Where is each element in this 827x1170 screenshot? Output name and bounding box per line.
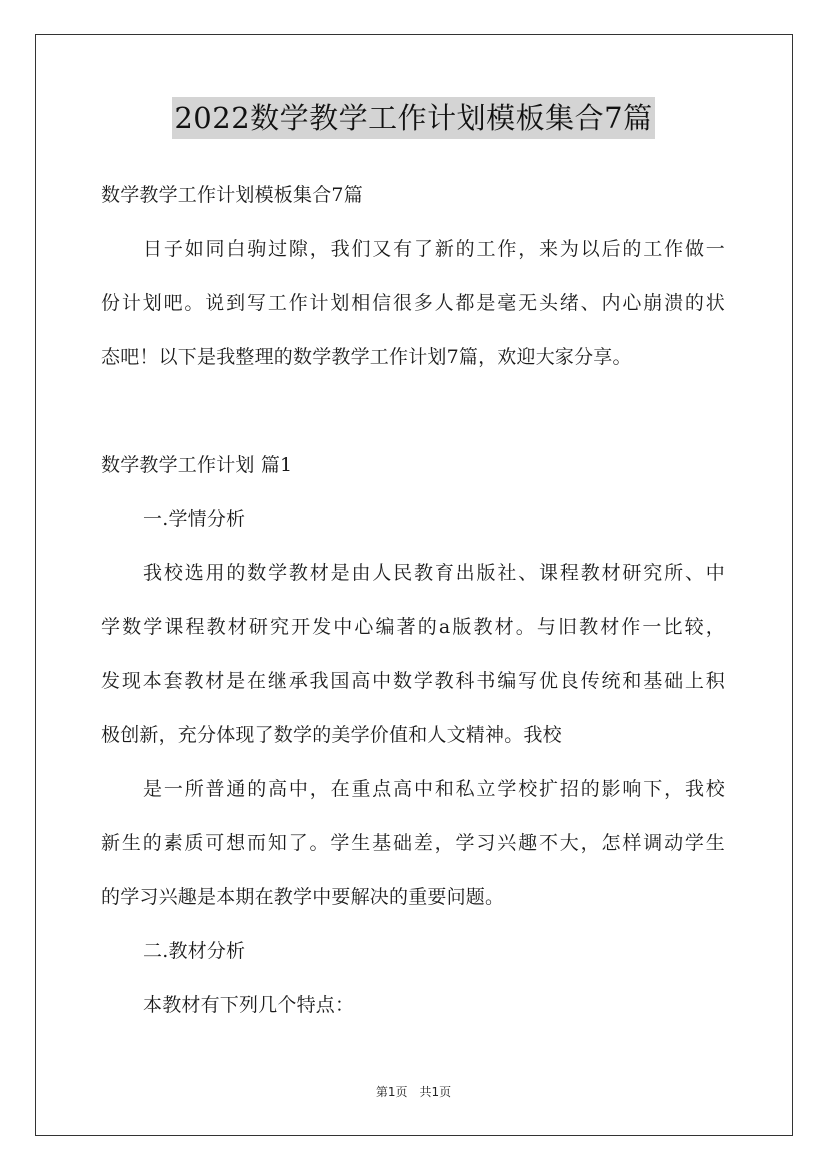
paragraph-2-line-1: 是一所普通的高中，在重点高中和私立学校扩招的影响下，我校 [143,778,725,800]
paragraph-1-line-1: 我校选用的数学教材是由人民教育出版社、课程教材研究所、中 [143,562,725,584]
subheading-textbook-analysis: 二.教材分析 [143,940,246,962]
paragraph-1-line-2: 学数学课程教材研究开发中心编著的a版教材。与旧教材作一比较， [101,616,725,638]
paragraph-3-line-1: 本教材有下列几个特点： [143,994,355,1016]
subtitle-line: 数学教学工作计划模板集合7篇 [101,184,363,206]
paragraph-1-line-4: 极创新，充分体现了数学的美学价值和人文精神。我校 [101,724,562,746]
paragraph-2-line-3: 的学习兴趣是本期在教学中要解决的重要问题。 [101,886,505,908]
title-container [0,97,827,139]
subheading-learning-analysis: 一.学情分析 [143,508,246,530]
page-footer: 第1页 共1页 [375,1085,452,1099]
intro-line-2: 份计划吧。说到写工作计划相信很多人都是毫无头绪、内心崩溃的状 [101,292,725,314]
paragraph-2-line-2: 新生的素质可想而知了。学生基础差，学习兴趣不大，怎样调动学生 [101,832,725,854]
intro-line-1: 日子如同白驹过隙，我们又有了新的工作，来为以后的工作做一 [143,238,725,260]
intro-line-3: 态吧！以下是我整理的数学教学工作计划7篇，欢迎大家分享。 [101,346,632,368]
document-title: 2022数学教学工作计划模板集合7篇 [172,97,654,139]
section-heading-1: 数学教学工作计划 篇1 [101,454,293,476]
paragraph-1-line-3: 发现本套教材是在继承我国高中数学教科书编写优良传统和基础上积 [101,670,725,692]
